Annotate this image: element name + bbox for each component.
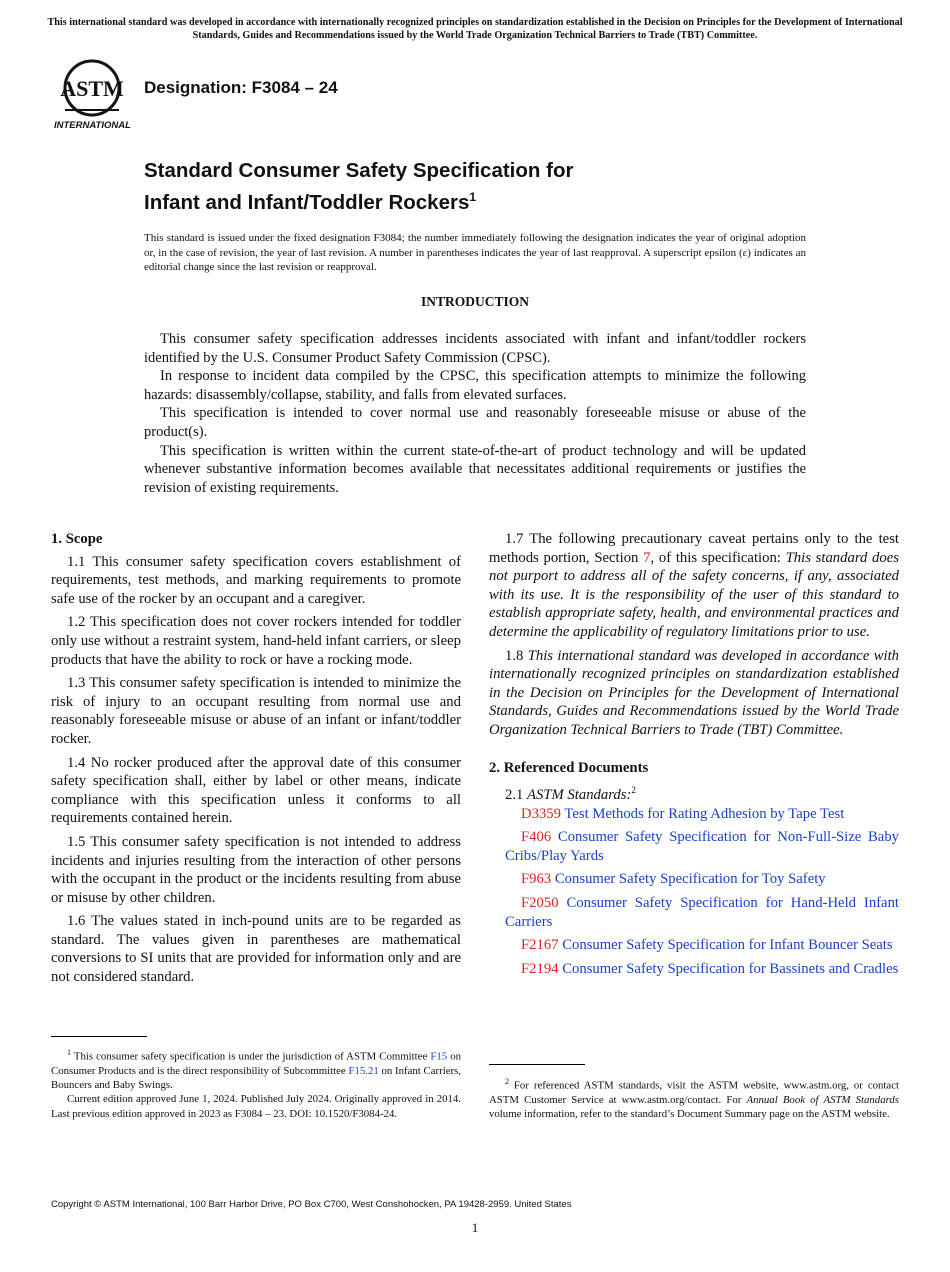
section-2-1-num: 2.1 bbox=[505, 787, 528, 804]
footnote-2-part: volume information, refer to the standard’s Document Summary page on the ASTM website. bbox=[489, 1108, 890, 1121]
footnote-2-mark: 2 bbox=[505, 1077, 509, 1086]
left-column bbox=[51, 530, 461, 992]
caveat-text: This standard does not purport to address all of the safety concerns, if any, associated with its use. It is the responsibility of the user of this standard to establish appropriate safety, health, and environmental practices and determine the applicability of regulatory limitations prior to use. bbox=[489, 549, 899, 640]
reference-item[interactable] bbox=[489, 894, 899, 931]
refdocs-heading: 2. Referenced Documents bbox=[489, 759, 649, 776]
section-1-6: 1.6 The values stated in inch-pound units are to be regarded as standard. The values given in parentheses are mathematical conversions to SI units that are provided for information only and are not considered standard. bbox=[51, 913, 461, 986]
footnote-1-mark: 1 bbox=[67, 1048, 71, 1057]
reference-item[interactable] bbox=[489, 870, 899, 889]
section-1-8-num: 1.8 bbox=[505, 647, 528, 664]
logo-text: ASTM bbox=[60, 76, 124, 101]
section-1-7 bbox=[489, 530, 899, 642]
footnote-1 bbox=[51, 1046, 461, 1121]
title-line-2 bbox=[144, 184, 764, 216]
reference-code[interactable]: D3359 bbox=[521, 805, 561, 822]
section-7-link[interactable]: 7 bbox=[643, 549, 651, 566]
reference-code[interactable]: F406 bbox=[521, 829, 552, 846]
introduction bbox=[144, 330, 806, 497]
title-footnote-mark: 1 bbox=[469, 190, 477, 204]
section-1-8-text: This international standard was developed in accordance with internationally recognized principles on standardization established in the Decision on Principles for the Development of International Standards, Guides and Recommendations issued by the World Trade Organization Technical Barriers to Trade (TBT) Committee. bbox=[489, 647, 899, 738]
section-2-1 bbox=[489, 781, 899, 804]
section-1-8 bbox=[489, 647, 899, 740]
footnote-2-text bbox=[489, 1075, 899, 1121]
reference-code[interactable]: F2194 bbox=[521, 960, 559, 977]
right-column bbox=[489, 530, 899, 983]
committee-link[interactable]: F15 bbox=[430, 1050, 448, 1063]
scope-heading: 1. Scope bbox=[51, 531, 103, 547]
reference-title[interactable]: Consumer Safety Specification for Non-Full-Size Baby Cribs/Play Yards bbox=[505, 829, 900, 864]
section-1-2: 1.2 This specification does not cover rockers intended for toddler only use without a restraint system, hand-held infant carriers, or sleep products that have the ability to rock or have a rocking mode. bbox=[51, 614, 461, 668]
footnote-rule-left bbox=[51, 1036, 147, 1037]
footnote-2 bbox=[489, 1075, 899, 1121]
subcommittee-link[interactable]: F15.21 bbox=[348, 1064, 379, 1077]
top-note: This international standard was developed in accordance with internationally recognized principles on standardization established in the Decision on Principles for the Development of International Standards, Guides and Recommendations issued by the World Trade Organization Technical Barriers to Trade (TBT) Committee. bbox=[47, 17, 903, 41]
section-1-1: 1.1 This consumer safety specification covers establishment of requirements, test methods, and marking requirements to promote safe use of the rocker by an occupant and a caregiver. bbox=[51, 553, 461, 607]
section-1-3: 1.3 This consumer safety specification is intended to minimize the risk of injury to an occupant resulting from normal use and reasonably foreseeable misuse or abuse of an infant or infant/toddler rocker. bbox=[51, 675, 461, 747]
reference-code[interactable]: F2167 bbox=[521, 937, 559, 954]
footnote-1-part: on Infant Carriers, Bouncers and Baby Swings. bbox=[51, 1064, 461, 1092]
reference-code[interactable]: F963 bbox=[521, 871, 552, 888]
reference-title[interactable]: Consumer Safety Specification for Infant Bouncer Seats bbox=[562, 937, 893, 954]
document-title bbox=[144, 158, 764, 216]
intro-paragraph: This specification is intended to cover normal use and reasonably foreseeable misuse or abuse of the product(s). bbox=[144, 405, 806, 440]
reference-code[interactable]: F2050 bbox=[521, 894, 559, 911]
intro-paragraph: In response to incident data compiled by the CPSC, this specification attempts to minimize the following hazards: disassembly/collapse, stability, and falls from elevated surfaces. bbox=[144, 368, 806, 403]
reference-title[interactable]: Consumer Safety Specification for Toy Safety bbox=[554, 871, 826, 888]
copyright: Copyright © ASTM International, 100 Barr Harbor Drive, PO Box C700, West Conshohocken, PA 19428-2959. United States bbox=[51, 1199, 572, 1210]
section-1-5: 1.5 This consumer safety specification is not intended to address incidents and injuries resulting from the interaction of other persons with the occupant in the product or the incidents resulting from abuse or misuse by other children. bbox=[51, 833, 461, 906]
issued-note: This standard is issued under the fixed designation F3084; the number immediately following the designation indicates the year of original adoption or, in the case of revision, the year of last revision. A number in parentheses indicates the year of last reapproval. A superscript epsilon (ε) indicates an editorial change since the last revision or reapproval. bbox=[144, 232, 806, 274]
designation: Designation: F3084 – 24 bbox=[144, 78, 338, 97]
logo-sub: INTERNATIONAL bbox=[54, 120, 131, 131]
reference-item[interactable] bbox=[489, 960, 899, 979]
title-line-1: Standard Consumer Safety Specification for bbox=[144, 159, 574, 182]
intro-paragraph: This consumer safety specification addresses incidents associated with infant and infant/toddler rockers identified by the U.S. Consumer Product Safety Commission (CPSC). bbox=[144, 331, 806, 366]
footnote-1-edition: Current edition approved June 1, 2024. Published July 2024. Originally approved in 2014. Last previous edition approved in 2023 as F3084 – 23. DOI: 10.1520/F3084-24. bbox=[51, 1093, 461, 1120]
reference-title[interactable]: Consumer Safety Specification for Bassinets and Cradles bbox=[562, 960, 899, 977]
footnote-1-part: This consumer safety specification is under the jurisdiction of ASTM Committee bbox=[71, 1050, 431, 1063]
section-1-7-part: , of this specification: bbox=[650, 549, 786, 566]
reference-item[interactable] bbox=[489, 828, 899, 865]
footnote-1-text bbox=[51, 1046, 461, 1092]
reference-item[interactable] bbox=[489, 936, 899, 955]
title-line-2-text: Infant and Infant/Toddler Rockers bbox=[144, 190, 470, 214]
reference-title[interactable]: Test Methods for Rating Adhesion by Tape Test bbox=[564, 805, 845, 822]
intro-heading: INTRODUCTION bbox=[420, 294, 529, 309]
footnote-rule-right bbox=[489, 1064, 585, 1065]
section-1-7-part: 1.7 The following precautionary caveat pertains only to the test methods portion, Section bbox=[489, 531, 899, 566]
section-1-4: 1.4 No rocker produced after the approval date of this consumer safety specification shall, either by label or other means, indicate compliance with this specification unless it conforms to all requirements contained herein. bbox=[51, 754, 461, 827]
footnote-2-italic: Annual Book of ASTM Standards bbox=[746, 1093, 899, 1106]
section-2-1-text: ASTM Standards: bbox=[527, 787, 632, 804]
reference-title[interactable]: Consumer Safety Specification for Hand-Held Infant Carriers bbox=[505, 894, 899, 930]
astm-logo bbox=[52, 58, 136, 132]
footnote-2-part: For referenced ASTM standards, visit the ASTM website, www.astm.org, or contact ASTM Customer Service at www.astm.org/contact. For bbox=[489, 1079, 899, 1106]
reference-item[interactable] bbox=[489, 805, 899, 824]
intro-paragraph: This specification is written within the current state-of-the-art of product technology and will be updated whenever substantive information becomes available that necessitates additional requirements or justifies the revision of existing requirements. bbox=[144, 442, 806, 496]
footnote-1-part: on Consumer Products and is the direct responsibility of Subcommittee bbox=[51, 1050, 461, 1077]
section-2-1-mark: 2 bbox=[631, 785, 636, 796]
page-number: 1 bbox=[471, 1220, 479, 1235]
